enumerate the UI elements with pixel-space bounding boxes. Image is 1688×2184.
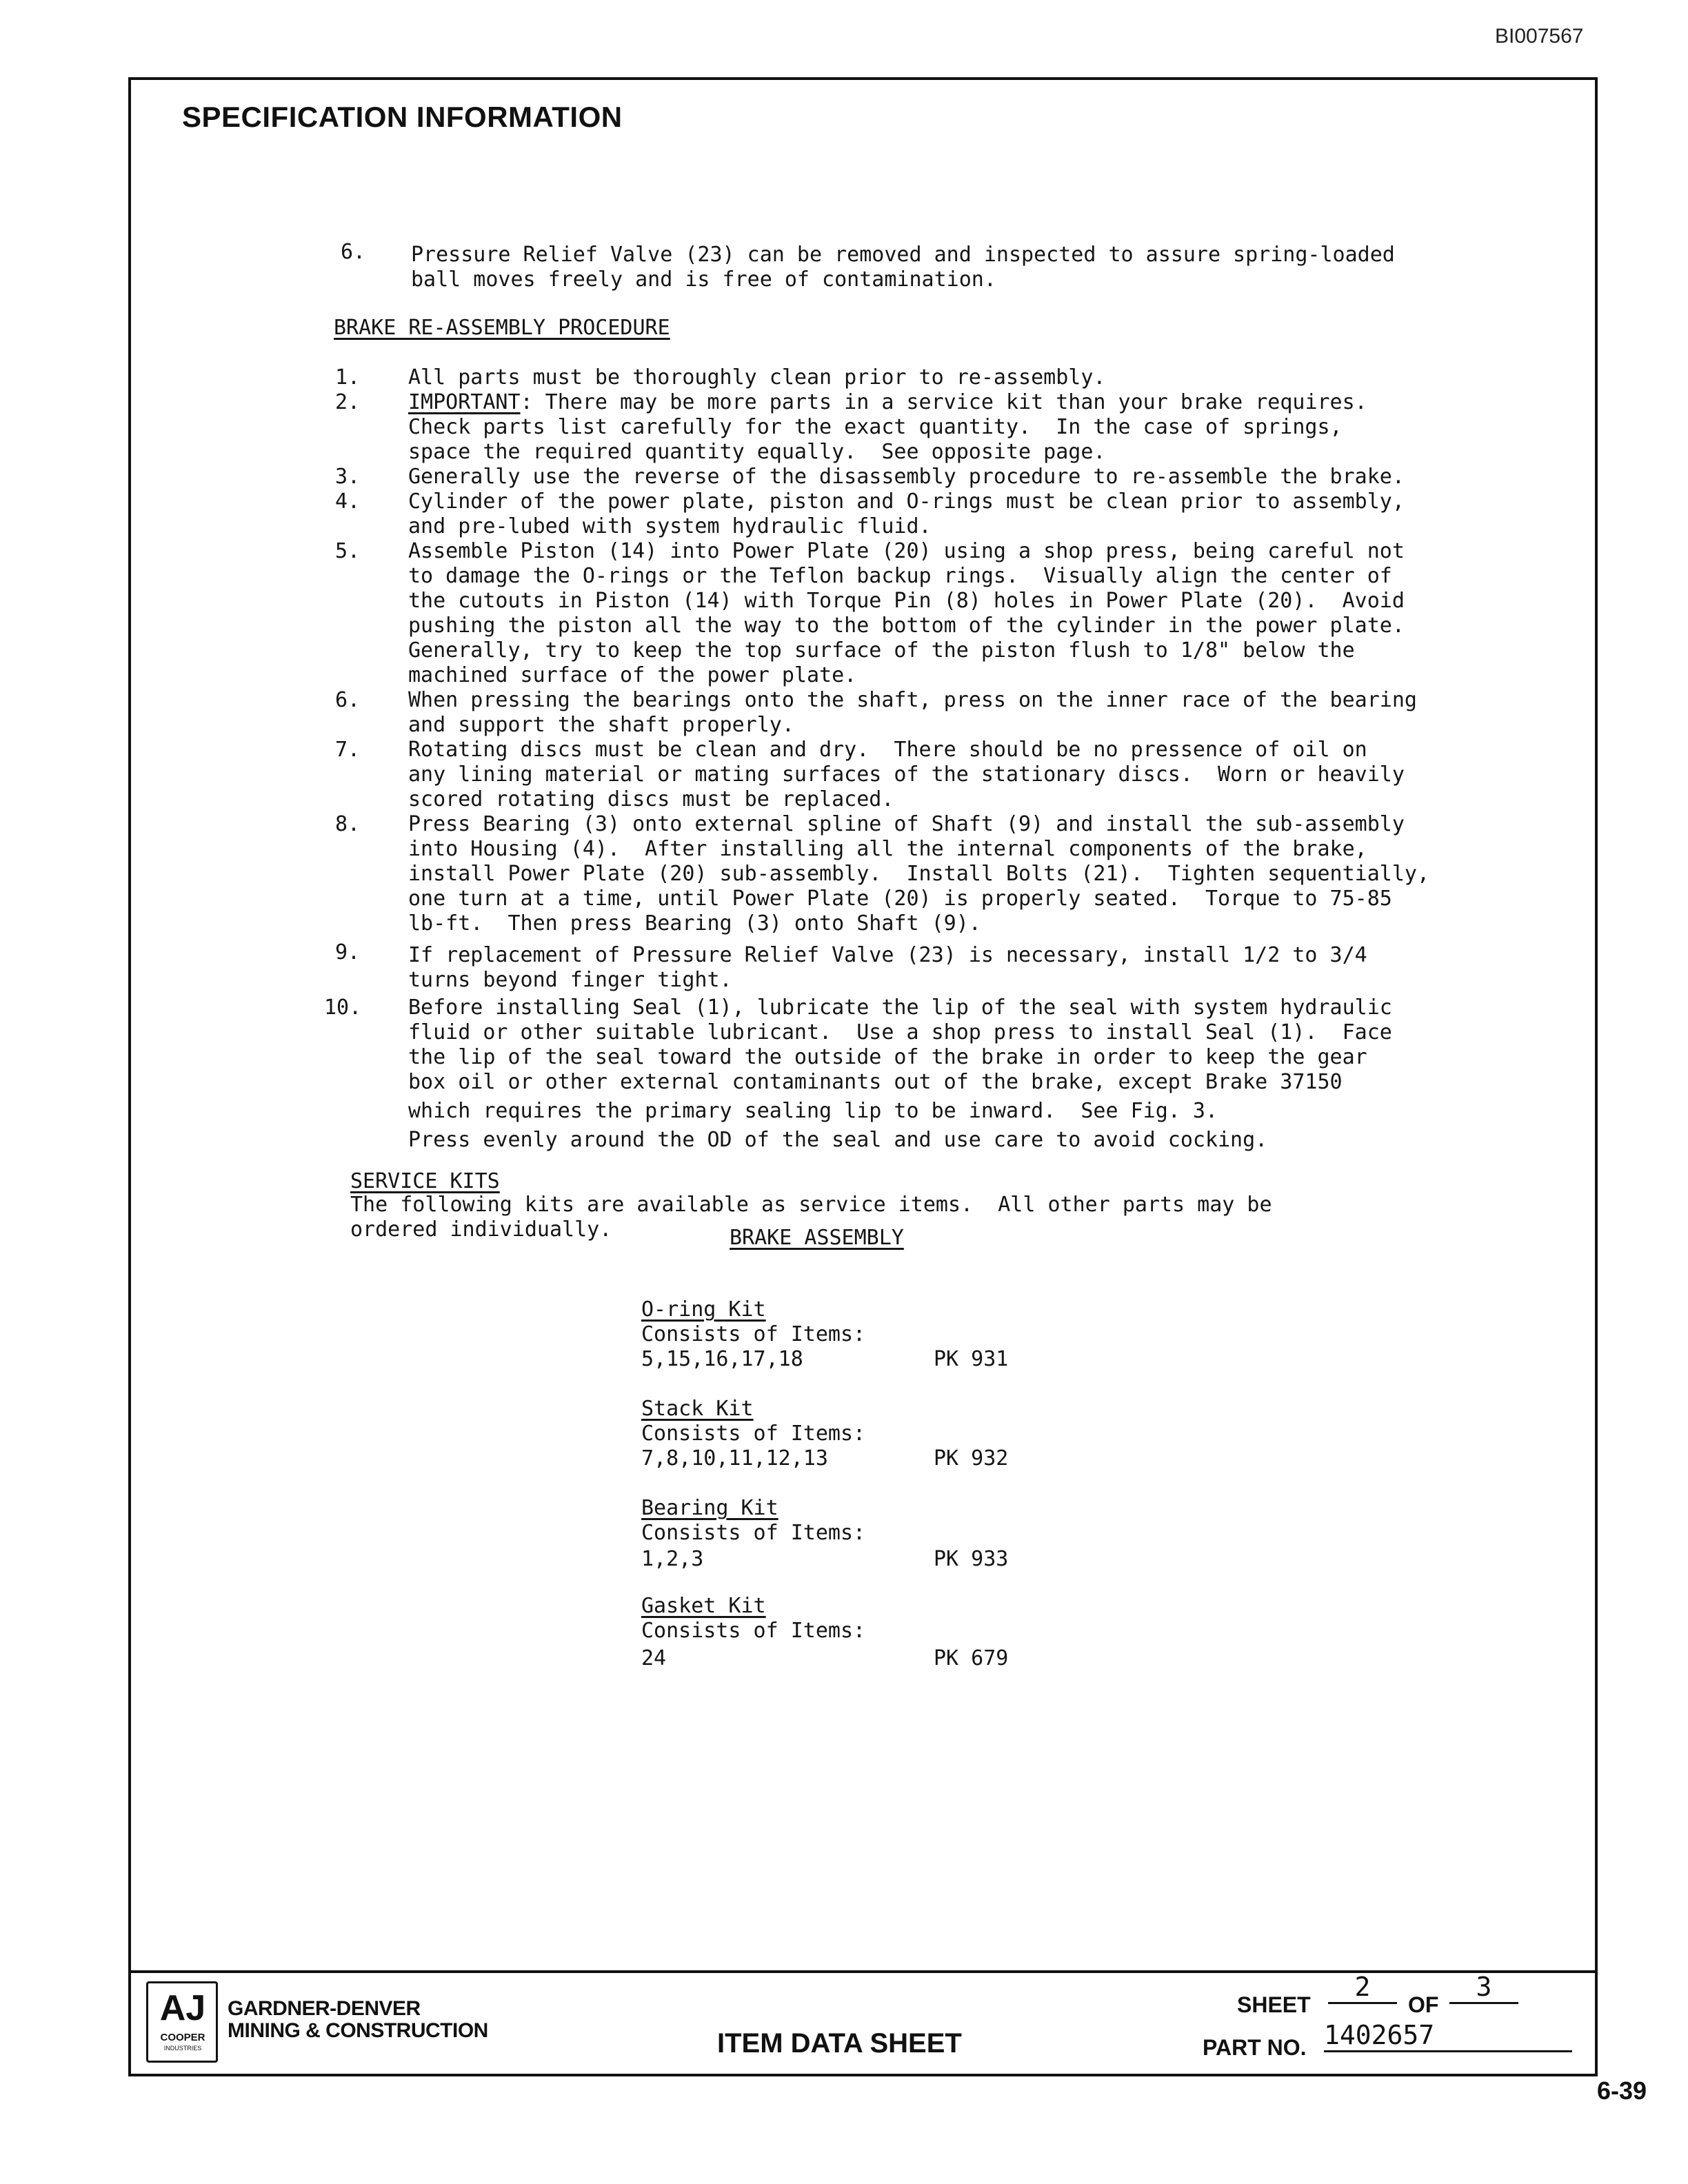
company-logo <box>146 1981 218 2063</box>
kit-items: 5,15,16,17,18 <box>641 1347 803 1371</box>
step-line: Cylinder of the power plate, piston and O-rings must be clean prior to assembly, <box>408 489 1405 514</box>
reassembly-heading: BRAKE RE-ASSEMBLY PROCEDURE <box>334 316 670 340</box>
kit-part-number: PK 933 <box>934 1547 1009 1571</box>
step-line: Assemble Piston (14) into Power Plate (20) using a shop press, being careful not <box>408 539 1405 563</box>
step-number: 4. <box>335 489 361 514</box>
service-kits-intro: ordered individually. <box>350 1217 612 1242</box>
pre-item-line: ball moves freely and is free of contamination. <box>411 267 996 292</box>
step-line: All parts must be thoroughly clean prior to re-assembly. <box>408 365 1106 390</box>
page-number: 6-39 <box>1597 2076 1647 2105</box>
step-line: to damage the O-rings or the Teflon backup rings. Visually align the center of <box>408 564 1392 588</box>
service-kits-intro: The following kits are available as service items. All other parts may be <box>350 1193 1272 1217</box>
step-line: scored rotating discs must be replaced. <box>408 787 894 811</box>
step-line: Generally use the reverse of the disassembly procedure to re-assemble the brake. <box>408 465 1405 489</box>
step-line: and pre-lubed with system hydraulic fluid. <box>408 514 932 538</box>
step-line: and support the shaft properly. <box>408 713 794 737</box>
kit-consists-label: Consists of Items: <box>641 1619 866 1643</box>
step-line: turns beyond finger tight. <box>408 968 732 992</box>
step-number: 6. <box>335 688 361 712</box>
pre-item-line: Pressure Relief Valve (23) can be removed and inspected to assure spring-loaded <box>411 243 1395 267</box>
kit-name: Gasket Kit <box>641 1594 766 1618</box>
kit-items: 24 <box>641 1646 667 1670</box>
kit-part-number: PK 931 <box>934 1347 1009 1371</box>
step-line: the cutouts in Piston (14) with Torque Pin (8) holes in Power Plate (20). Avoid <box>408 589 1405 613</box>
section-title: SPECIFICATION INFORMATION <box>182 101 623 133</box>
important-label: IMPORTANT <box>408 390 521 414</box>
step-number: 5. <box>335 539 361 563</box>
step-line <box>408 390 1367 415</box>
step-number: 1. <box>335 365 361 390</box>
step-line-rest: : There may be more parts in a service kit than your brake requires. <box>520 390 1367 414</box>
kit-items: 7,8,10,11,12,13 <box>641 1446 828 1470</box>
kit-part-number: PK 679 <box>934 1646 1009 1670</box>
kit-name: Bearing Kit <box>641 1496 778 1520</box>
step-line: which requires the primary sealing lip to be inward. See Fig. 3. <box>408 1099 1218 1123</box>
step-line: If replacement of Pressure Relief Valve (23) is necessary, install 1/2 to 3/4 <box>408 943 1367 967</box>
step-line: space the required quantity equally. See opposite page. <box>408 440 1106 464</box>
step-line: the lip of the seal toward the outside of the brake in order to keep the gear <box>408 1045 1367 1069</box>
sheet-label: SHEET <box>1237 1992 1311 2017</box>
step-line: Generally, try to keep the top surface of the piston flush to 1/8" below the <box>408 638 1355 663</box>
step-number: 7. <box>335 738 361 762</box>
step-line: one turn at a time, until Power Plate (20) is properly seated. Torque to 75-85 <box>408 887 1392 911</box>
step-number: 8. <box>335 812 361 836</box>
step-number: 9. <box>335 940 361 964</box>
step-line: Press evenly around the OD of the seal and use care to avoid cocking. <box>408 1128 1268 1152</box>
brake-assembly-heading: BRAKE ASSEMBLY <box>730 1226 904 1250</box>
step-line: Press Bearing (3) onto external spline of Shaft (9) and install the sub-assembly <box>408 812 1405 836</box>
kit-consists-label: Consists of Items: <box>641 1322 866 1346</box>
step-line: pushing the piston all the way to the bottom of the cylinder in the power plate. <box>408 614 1405 638</box>
sheet-number: 2 <box>1328 1972 1397 2004</box>
logo-sub: COOPER <box>160 2032 205 2043</box>
step-line: lb-ft. Then press Bearing (3) onto Shaft (9). <box>408 911 981 936</box>
step-line: When pressing the bearings onto the shaft, press on the inner race of the bearing <box>408 688 1417 712</box>
kit-consists-label: Consists of Items: <box>641 1422 866 1446</box>
kit-part-number: PK 932 <box>934 1446 1009 1470</box>
step-line: fluid or other suitable lubricant. Use a shop press to install Seal (1). Face <box>408 1020 1392 1044</box>
company-line-1: GARDNER-DENVER <box>228 1997 421 2020</box>
item-data-sheet-title: ITEM DATA SHEET <box>717 2028 962 2059</box>
logo-sub2: INDUSTRIES <box>163 2045 202 2052</box>
kit-name: Stack Kit <box>641 1397 754 1421</box>
kit-items: 1,2,3 <box>641 1547 704 1571</box>
service-kits-heading: SERVICE KITS <box>350 1169 500 1193</box>
sheet-total: 3 <box>1449 1972 1518 2004</box>
step-line: Before installing Seal (1), lubricate the lip of the seal with system hydraulic <box>408 995 1392 1020</box>
step-number: 3. <box>335 465 361 489</box>
step-line: install Power Plate (20) sub-assembly. Install Bolts (21). Tighten sequentially, <box>408 862 1430 886</box>
kit-name: O-ring Kit <box>641 1297 766 1322</box>
part-number: 1402657 <box>1324 2020 1572 2052</box>
part-no-label: PART NO. <box>1203 2035 1307 2060</box>
step-number: 10. <box>324 995 362 1020</box>
company-line-2: MINING & CONSTRUCTION <box>228 2019 488 2042</box>
step-line: Rotating discs must be clean and dry. There should be no pressence of oil on <box>408 738 1367 762</box>
step-line: machined surface of the power plate. <box>408 663 857 687</box>
step-line: box oil or other external contaminants out of the brake, except Brake 37150 <box>408 1070 1343 1094</box>
document-id: BI007567 <box>1495 25 1584 48</box>
step-line: into Housing (4). After installing all the internal components of the brake, <box>408 837 1367 861</box>
step-line: any lining material or mating surfaces of the stationary discs. Worn or heavily <box>408 762 1405 787</box>
pre-item-number: 6. <box>341 240 366 264</box>
company-name <box>228 1998 488 2042</box>
step-number: 2. <box>335 390 361 414</box>
logo-mark: AJ <box>159 1988 206 2028</box>
kit-consists-label: Consists of Items: <box>641 1521 866 1545</box>
step-line: Check parts list carefully for the exact quantity. In the case of springs, <box>408 415 1343 439</box>
of-label: OF <box>1408 1992 1439 2017</box>
